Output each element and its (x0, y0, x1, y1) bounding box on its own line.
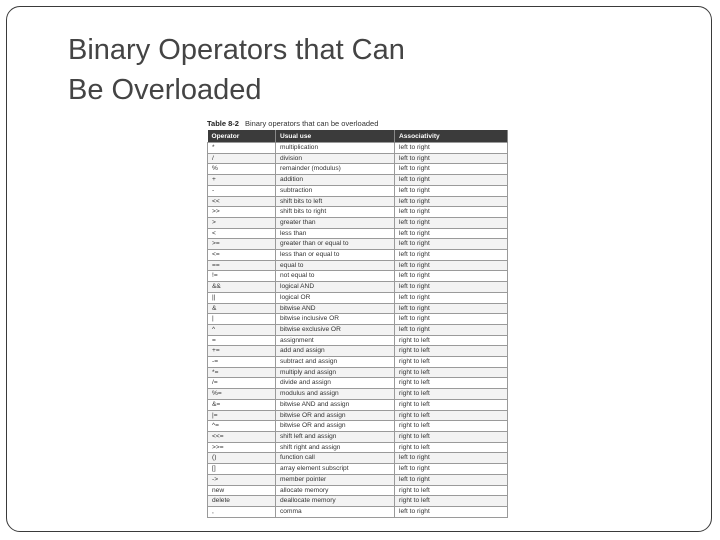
cell-associativity: right to left (395, 496, 508, 507)
header-usual-use: Usual use (276, 130, 395, 143)
cell-operator: * (208, 143, 276, 154)
cell-usual-use: subtract and assign (276, 357, 395, 368)
cell-associativity: left to right (395, 185, 508, 196)
cell-associativity: left to right (395, 175, 508, 186)
cell-operator: >> (208, 207, 276, 218)
cell-associativity: left to right (395, 506, 508, 517)
cell-operator: &= (208, 399, 276, 410)
cell-associativity: left to right (395, 143, 508, 154)
table-row (208, 271, 508, 282)
table-row (208, 196, 508, 207)
cell-associativity: right to left (395, 335, 508, 346)
table-row (208, 282, 508, 293)
cell-operator: ^= (208, 421, 276, 432)
cell-associativity: left to right (395, 292, 508, 303)
cell-operator: != (208, 271, 276, 282)
cell-associativity: left to right (395, 164, 508, 175)
cell-operator: % (208, 164, 276, 175)
cell-operator: /= (208, 378, 276, 389)
table-row (208, 143, 508, 154)
table-row (208, 217, 508, 228)
table-row (208, 389, 508, 400)
cell-usual-use: comma (276, 506, 395, 517)
cell-usual-use: bitwise AND (276, 303, 395, 314)
cell-operator: >= (208, 239, 276, 250)
slide-title-line-1: Binary Operators that Can (68, 34, 405, 66)
table-row (208, 207, 508, 218)
table-row (208, 185, 508, 196)
cell-operator: delete (208, 496, 276, 507)
cell-operator: + (208, 175, 276, 186)
cell-associativity: left to right (395, 250, 508, 261)
cell-usual-use: array element subscript (276, 464, 395, 475)
cell-operator: <= (208, 250, 276, 261)
cell-operator: ^ (208, 324, 276, 335)
cell-associativity: left to right (395, 260, 508, 271)
cell-operator: -> (208, 474, 276, 485)
cell-operator: | (208, 314, 276, 325)
table-row (208, 250, 508, 261)
cell-operator: () (208, 453, 276, 464)
cell-associativity: right to left (395, 357, 508, 368)
cell-usual-use: bitwise OR and assign (276, 421, 395, 432)
cell-operator: >>= (208, 442, 276, 453)
table-figure (207, 117, 507, 518)
cell-usual-use: greater than or equal to (276, 239, 395, 250)
cell-usual-use: remainder (modulus) (276, 164, 395, 175)
table-row (208, 239, 508, 250)
table-row (208, 260, 508, 271)
cell-usual-use: bitwise AND and assign (276, 399, 395, 410)
cell-usual-use: shift left and assign (276, 431, 395, 442)
cell-associativity: right to left (395, 485, 508, 496)
cell-associativity: right to left (395, 389, 508, 400)
cell-operator: || (208, 292, 276, 303)
cell-associativity: left to right (395, 228, 508, 239)
cell-operator: > (208, 217, 276, 228)
cell-associativity: right to left (395, 399, 508, 410)
table-row (208, 292, 508, 303)
cell-usual-use: less than or equal to (276, 250, 395, 261)
cell-associativity: right to left (395, 442, 508, 453)
cell-associativity: right to left (395, 421, 508, 432)
table-row (208, 399, 508, 410)
header-associativity: Associativity (395, 130, 508, 143)
cell-operator: %= (208, 389, 276, 400)
cell-usual-use: multiplication (276, 143, 395, 154)
cell-operator: , (208, 506, 276, 517)
cell-operator: - (208, 185, 276, 196)
table-row (208, 496, 508, 507)
table-row (208, 485, 508, 496)
table-row (208, 303, 508, 314)
cell-operator: == (208, 260, 276, 271)
cell-associativity: left to right (395, 153, 508, 164)
slide-title (68, 30, 628, 110)
cell-usual-use: bitwise inclusive OR (276, 314, 395, 325)
cell-associativity: left to right (395, 324, 508, 335)
cell-usual-use: equal to (276, 260, 395, 271)
table-row (208, 421, 508, 432)
cell-usual-use: member pointer (276, 474, 395, 485)
table-row (208, 410, 508, 421)
cell-associativity: right to left (395, 378, 508, 389)
cell-operator: << (208, 196, 276, 207)
cell-associativity: left to right (395, 271, 508, 282)
cell-associativity: left to right (395, 282, 508, 293)
cell-usual-use: modulus and assign (276, 389, 395, 400)
cell-operator: new (208, 485, 276, 496)
cell-usual-use: allocate memory (276, 485, 395, 496)
cell-associativity: left to right (395, 453, 508, 464)
cell-operator: && (208, 282, 276, 293)
table-row (208, 442, 508, 453)
cell-usual-use: logical AND (276, 282, 395, 293)
cell-usual-use: shift bits to left (276, 196, 395, 207)
header-operator: Operator (208, 130, 276, 143)
cell-operator: & (208, 303, 276, 314)
cell-usual-use: assignment (276, 335, 395, 346)
table-body (208, 143, 508, 518)
table-header-row (208, 130, 508, 143)
cell-associativity: right to left (395, 346, 508, 357)
operators-table (207, 130, 508, 518)
cell-associativity: left to right (395, 239, 508, 250)
cell-usual-use: function call (276, 453, 395, 464)
table-caption (207, 117, 507, 130)
cell-usual-use: division (276, 153, 395, 164)
table-row (208, 153, 508, 164)
table-row (208, 357, 508, 368)
cell-usual-use: bitwise exclusive OR (276, 324, 395, 335)
cell-usual-use: divide and assign (276, 378, 395, 389)
cell-associativity: left to right (395, 474, 508, 485)
cell-usual-use: logical OR (276, 292, 395, 303)
cell-operator: -= (208, 357, 276, 368)
cell-operator: < (208, 228, 276, 239)
cell-usual-use: not equal to (276, 271, 395, 282)
cell-usual-use: add and assign (276, 346, 395, 357)
cell-associativity: left to right (395, 196, 508, 207)
table-caption-text: Binary operators that can be overloaded (244, 119, 379, 128)
cell-operator: / (208, 153, 276, 164)
table-row (208, 324, 508, 335)
cell-operator: *= (208, 367, 276, 378)
cell-associativity: left to right (395, 303, 508, 314)
cell-associativity: left to right (395, 217, 508, 228)
table-row (208, 335, 508, 346)
table-row (208, 453, 508, 464)
cell-usual-use: addition (276, 175, 395, 186)
table-row (208, 175, 508, 186)
table-row (208, 506, 508, 517)
cell-usual-use: shift bits to right (276, 207, 395, 218)
cell-usual-use: less than (276, 228, 395, 239)
table-row (208, 464, 508, 475)
cell-operator: |= (208, 410, 276, 421)
table-row (208, 314, 508, 325)
cell-associativity: right to left (395, 431, 508, 442)
cell-associativity: left to right (395, 464, 508, 475)
table-row (208, 378, 508, 389)
cell-operator: += (208, 346, 276, 357)
table-row (208, 164, 508, 175)
table-row (208, 228, 508, 239)
cell-usual-use: shift right and assign (276, 442, 395, 453)
cell-associativity: right to left (395, 410, 508, 421)
cell-operator: [] (208, 464, 276, 475)
cell-associativity: left to right (395, 207, 508, 218)
table-row (208, 431, 508, 442)
cell-associativity: right to left (395, 367, 508, 378)
cell-associativity: left to right (395, 314, 508, 325)
cell-usual-use: bitwise OR and assign (276, 410, 395, 421)
table-row (208, 346, 508, 357)
cell-usual-use: multiply and assign (276, 367, 395, 378)
cell-usual-use: subtraction (276, 185, 395, 196)
table-row (208, 367, 508, 378)
cell-operator: = (208, 335, 276, 346)
cell-usual-use: deallocate memory (276, 496, 395, 507)
slide-title-line-2: Be Overloaded (68, 74, 262, 106)
cell-usual-use: greater than (276, 217, 395, 228)
table-caption-label: Table 8-2 (207, 119, 239, 128)
cell-operator: <<= (208, 431, 276, 442)
table-row (208, 474, 508, 485)
